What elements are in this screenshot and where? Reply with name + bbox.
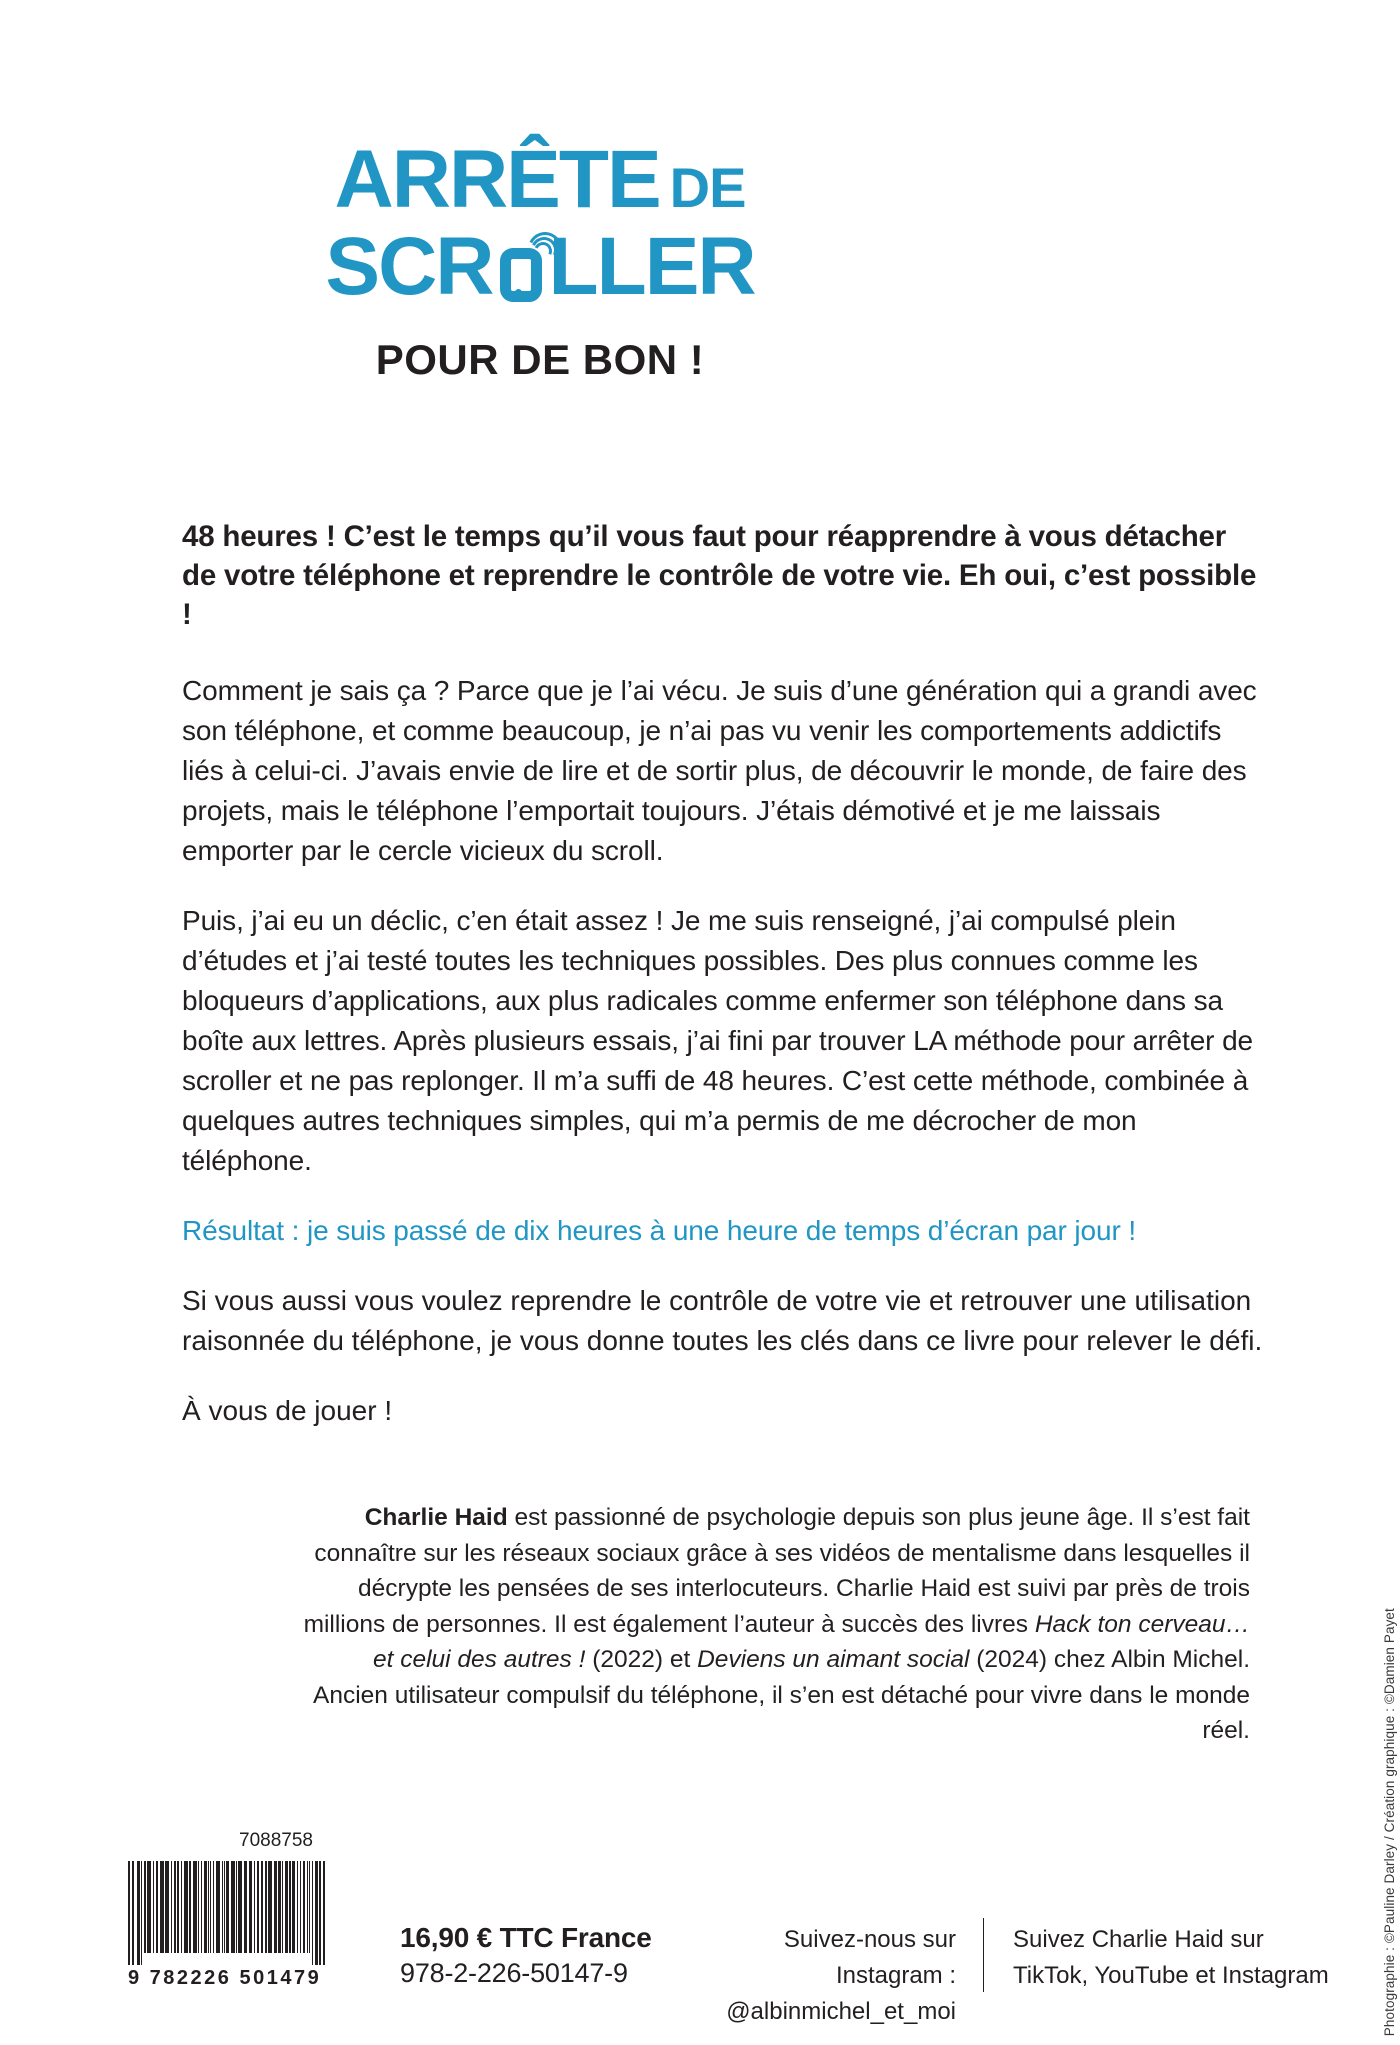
title-line-two (325, 221, 755, 313)
price-label: 16,90 € TTC France (400, 1922, 652, 1953)
barcode-reference-number: 7088758 (239, 1830, 313, 1851)
barcode-digits: 9 782226 501479 (128, 1967, 322, 1989)
footer-bar (0, 1830, 1400, 2045)
publisher-instagram-block (676, 1922, 956, 2030)
instagram-handle: @albinmichel_et_moi (726, 1998, 956, 2025)
title-block (0, 134, 1080, 384)
bio-book-title-1: Hack ton cerveau… et celui des autres ! (372, 1610, 1250, 1674)
isbn-label: 978-2-226-50147-9 (400, 1958, 628, 1988)
author-social-block (1013, 1922, 1343, 1994)
blurb-paragraph-3: Si vous aussi vous voulez reprendre le contrôle de votre vie et retrouver une utilisation raisonnée du téléphone, je vous donne toutes les clés dans ce livre pour relever le défi. (182, 1285, 1263, 1357)
barcode-block (128, 1830, 368, 1990)
blurb-paragraph-4: À vous de jouer ! (182, 1395, 393, 1427)
author-social-platforms: TikTok, YouTube et Instagram (1013, 1962, 1329, 1989)
title-word-ller: LLER (548, 221, 755, 313)
title-word-scr: SCR (325, 221, 493, 313)
title-word-de: DE (669, 156, 746, 219)
bio-text-part-1: est passionné de psychologie depuis son plus jeune âge. Il s’est fait connaître sur les réseaux sociaux grâce à ses vidéos de mentalisme dans lesquelles il décrypte les pensées de ses interlocuteurs. Charlie Haid est suivi par près de trois millions de personnes. Il est également l’auteur à succès des livres (303, 1504, 1250, 1638)
footer-divider (983, 1918, 984, 1992)
blurb-lede: 48 heures ! C’est le temps qu’il vous faut pour réapprendre à vous détacher de votre téléphone et reprendre le contrôle de votre vie. Eh oui, c’est possible ! (182, 520, 1257, 631)
blurb-paragraph-2: Puis, j’ai eu un déclic, c’en était assez ! Je me suis renseigné, j’ai compulsé plein d’études et j’ai testé toutes les techniques possibles. Des plus connues comme les bloqueurs d’applications, aux plus radicales comme enfermer son téléphone dans sa boîte aux lettres. Après plusieurs essais, j’ai fini par trouver LA méthode pour arrêter de scroller et ne pas replonger. Il m’a suffi de 48 heures. C’est cette méthode, combinée à quelques autres techniques simples, qui m’a permis de me décrocher de mon téléphone. (182, 904, 1254, 1177)
bio-book-title-2: Deviens un aimant social (697, 1646, 970, 1674)
bio-book-1-year: (2022) et (585, 1646, 698, 1674)
phone-icon (494, 240, 548, 302)
title-subtitle: POUR DE BON ! (375, 336, 705, 384)
author-social-label: Suivez Charlie Haid sur (1013, 1926, 1264, 1953)
bio-text-part-2: (2024) chez Albin Michel. Ancien utilisateur compulsif du téléphone, il s’en est détaché pour vivre dans le monde réel. (313, 1646, 1250, 1745)
photo-credit: Photographie : ©Pauline Darley / Création graphique : ©Damien Payet (1382, 1608, 1397, 2037)
blurb-result-line: Résultat : je suis passé de dix heures à une heure de temps d’écran par jour ! (182, 1215, 1137, 1247)
ean-barcode (128, 1861, 348, 1965)
title-word-arrete: ARRÊTE (334, 134, 660, 225)
blurb-paragraph-1: Comment je sais ça ? Parce que je l’ai vécu. Je suis d’une génération qui a grandi avec son téléphone, et comme beaucoup, je n’ai pas vu venir les comportements addictifs liés à celui-ci. J’avais envie de lire et de sortir plus, de découvrir le monde, de faire des projets, mais le téléphone l’emportait toujours. J’étais démotivé et je me laissais emporter par le cercle vicieux du scroll. (182, 674, 1257, 866)
author-name: Charlie Haid (364, 1504, 508, 1531)
title-line-one (0, 134, 1080, 225)
instagram-label: Suivez-nous sur Instagram : (783, 1926, 956, 1989)
blurb-content (182, 518, 1264, 1461)
price-block (400, 1922, 652, 1989)
author-bio (300, 1500, 1250, 1749)
